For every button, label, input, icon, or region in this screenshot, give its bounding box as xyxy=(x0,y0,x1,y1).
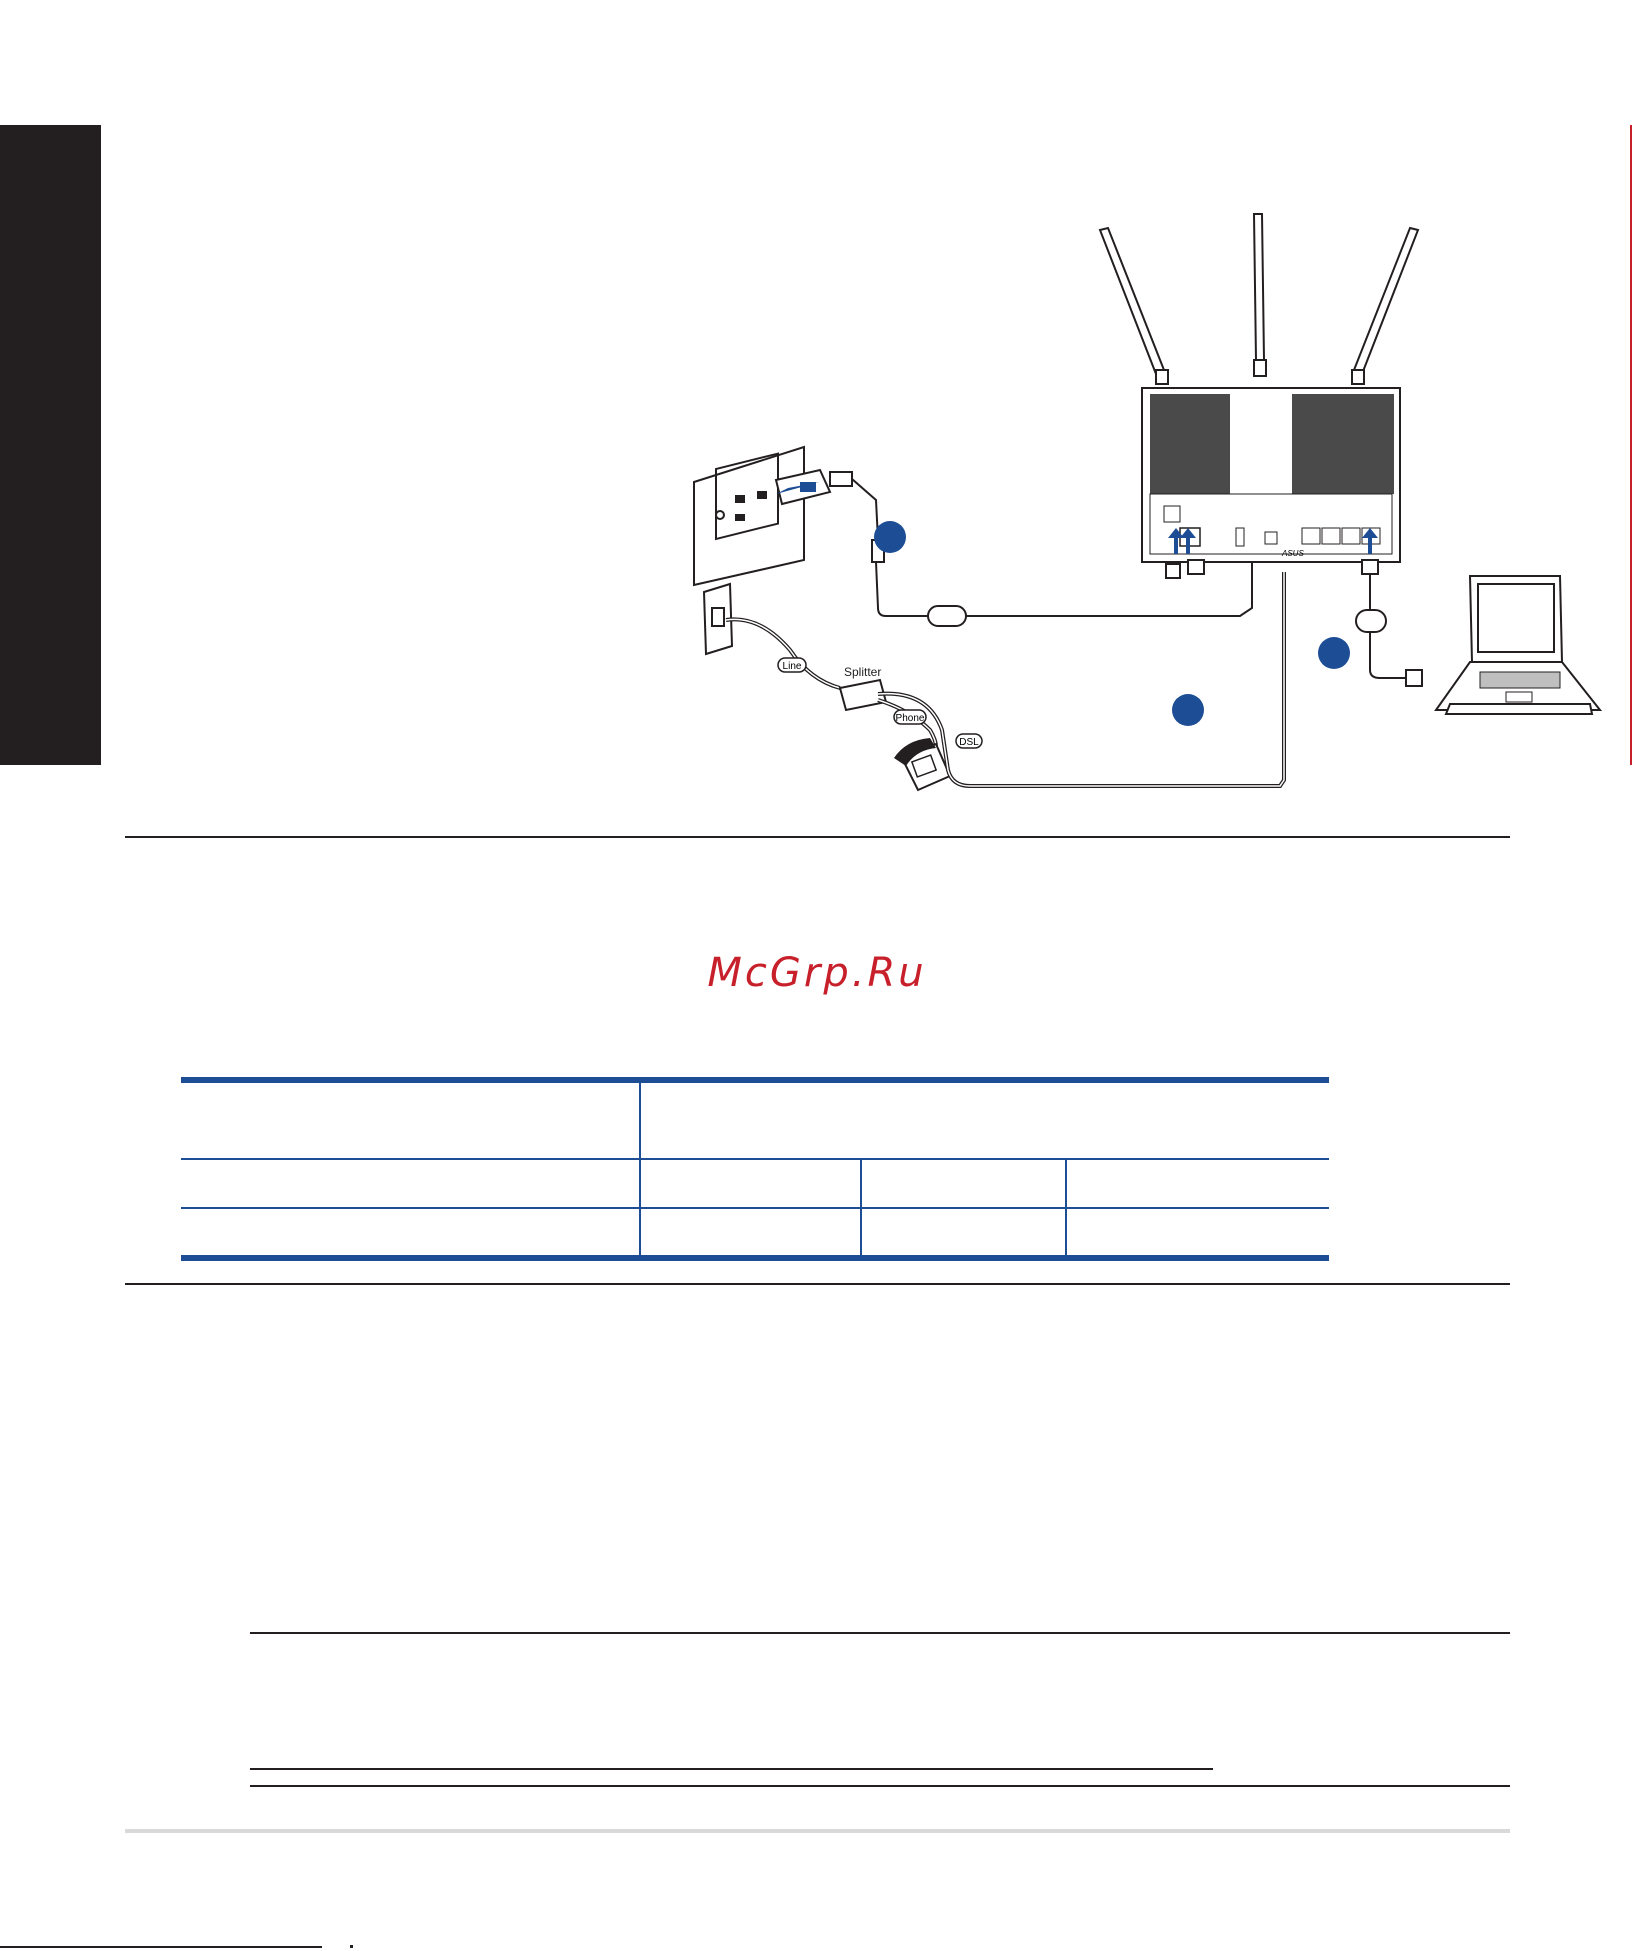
note-bottom-rule xyxy=(250,1785,1510,1787)
table-top-border xyxy=(181,1077,1329,1083)
bottom-dot xyxy=(350,1945,353,1948)
dsl-tag-label: DSL xyxy=(959,737,979,748)
bottom-rule xyxy=(0,1946,322,1948)
table-row-divider xyxy=(181,1207,1329,1209)
router xyxy=(1142,388,1400,562)
step-marker-3 xyxy=(1318,637,1350,669)
router-brand-label: ASUS xyxy=(1282,549,1304,558)
spec-table xyxy=(181,1077,1329,1261)
note-box xyxy=(250,1632,1510,1788)
splitter-label: Splitter xyxy=(844,665,882,679)
power-outlet xyxy=(694,447,804,585)
table-col-divider xyxy=(639,1083,641,1261)
ferrite-core xyxy=(928,606,966,626)
laptop xyxy=(1436,576,1600,714)
phone-tag-label: Phone xyxy=(895,713,925,724)
step-marker-1 xyxy=(874,521,906,553)
phone-line-cable xyxy=(726,619,840,688)
line-tag-label: Line xyxy=(782,661,802,672)
section-divider-bottom xyxy=(125,1283,1510,1285)
page-edge-marker xyxy=(1630,125,1632,765)
table-bottom-border xyxy=(181,1255,1329,1261)
step-marker-2 xyxy=(1172,694,1204,726)
section-divider-top xyxy=(125,836,1510,838)
table-row-divider xyxy=(181,1158,1329,1160)
connection-diagram xyxy=(680,210,1620,800)
telephone xyxy=(894,738,950,790)
watermark: McGrp.Ru xyxy=(707,950,927,996)
router-antennas xyxy=(1100,214,1418,384)
footer-rule xyxy=(125,1829,1510,1833)
chapter-side-tab xyxy=(0,125,101,765)
note-inner-rule xyxy=(250,1768,1213,1770)
note-top-rule xyxy=(250,1632,1510,1634)
